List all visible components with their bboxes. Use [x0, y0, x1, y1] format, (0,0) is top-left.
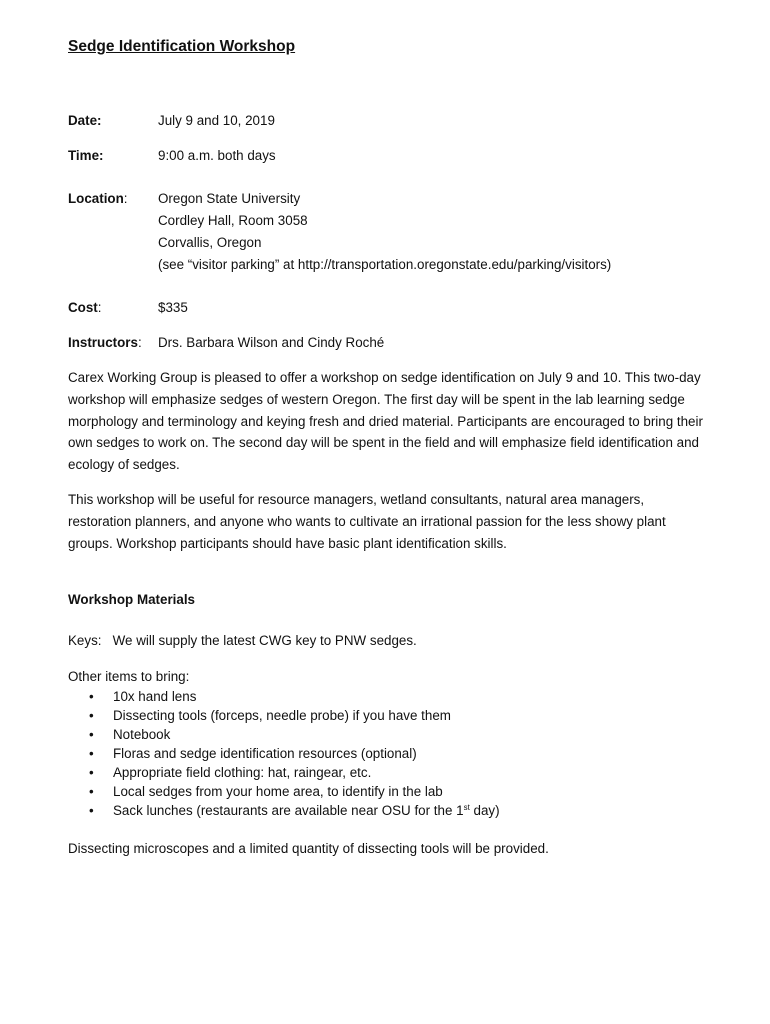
intro-paragraph: Carex Working Group is pleased to offer a workshop on sedge identification on July 9 and 10. This two-day workshop will emphasize sedges of western Oregon. The first day will be spent in the lab learning sedge morphology and terminology and keying fresh and dried material. Participants are encouraged to bring their own sedges to work on. The second day will be spent in the field and will emphasize field identification and ecology of sedges. [68, 370, 703, 473]
list-item: • Floras and sedge identification resources (optional) [89, 746, 417, 761]
time-value: 9:00 a.m. both days [158, 148, 276, 163]
date-value: July 9 and 10, 2019 [158, 113, 275, 128]
bullet-icon: • [89, 803, 94, 818]
location-label: Location: [68, 191, 128, 206]
cost-label: Cost: [68, 300, 102, 315]
instructors-value: Drs. Barbara Wilson and Cindy Roché [158, 335, 385, 350]
list-item: • Dissecting tools (forceps, needle probe) if you have them [89, 708, 451, 723]
bullet-icon: • [89, 746, 94, 761]
location-line: Corvallis, Oregon [158, 235, 262, 250]
cost-value: $335 [158, 300, 188, 315]
bullet-icon: • [89, 689, 94, 704]
bullet-icon: • [89, 727, 94, 742]
list-item: • Local sedges from your home area, to identify in the lab [89, 784, 443, 799]
materials-heading: Workshop Materials [68, 592, 195, 607]
date-label: Date: [68, 113, 102, 128]
location-line: Cordley Hall, Room 3058 [158, 213, 308, 228]
location-line: Oregon State University [158, 191, 301, 206]
list-item: • Notebook [89, 727, 171, 742]
list-item: • Appropriate field clothing: hat, raingear, etc. [89, 765, 372, 780]
closing-note: Dissecting microscopes and a limited quantity of dissecting tools will be provided. [68, 841, 549, 856]
audience-paragraph: This workshop will be useful for resource managers, wetland consultants, natural area managers, restoration planners, and anyone who wants to cultivate an irrational passion for the less showy plant groups. Workshop participants should have basic plant identification skills. [68, 492, 666, 551]
instructors-label: Instructors: [68, 335, 142, 350]
bullet-icon: • [89, 708, 94, 723]
list-item: • Sack lunches (restaurants are available near OSU for the 1st day) [89, 803, 500, 818]
bullet-icon: • [89, 784, 94, 799]
bullet-icon: • [89, 765, 94, 780]
other-items-intro: Other items to bring: [68, 669, 190, 684]
items-list [68, 687, 500, 820]
keys-line: Keys: We will supply the latest CWG key to PNW sedges. [68, 633, 417, 648]
list-item: • 10x hand lens [89, 689, 197, 704]
location-line: (see “visitor parking” at http://transportation.oregonstate.edu/parking/visitors) [158, 257, 612, 272]
time-label: Time: [68, 148, 104, 163]
document-title: Sedge Identification Workshop [68, 38, 296, 55]
